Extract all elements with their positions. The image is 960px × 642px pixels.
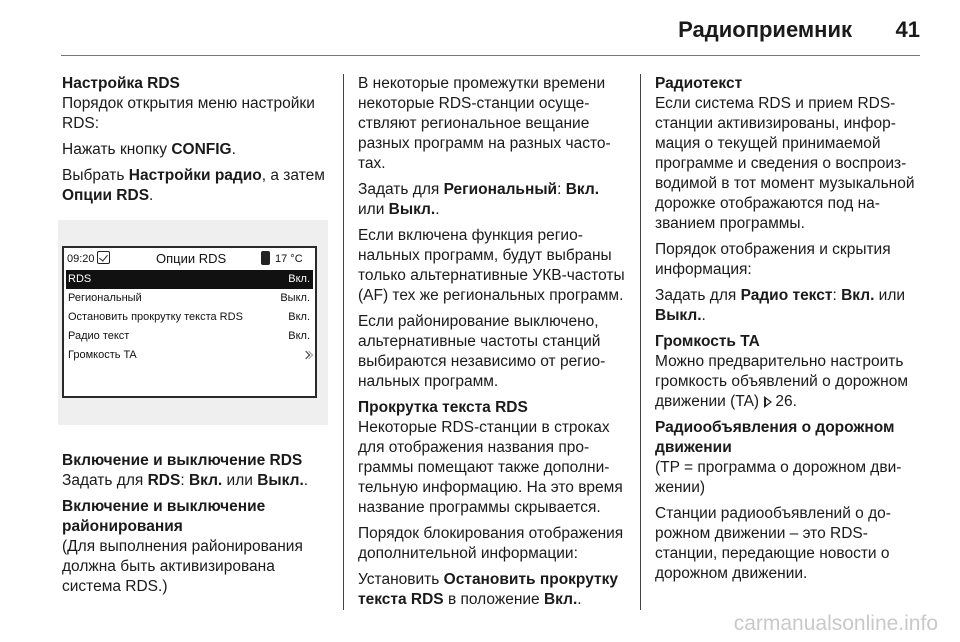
menu-row-label: RDS: [68, 273, 92, 285]
paragraph: (Для выполнения районирования должна быть активизирована система RDS.): [62, 538, 303, 595]
paragraph: Задать для RDS: Вкл. или Выкл..: [62, 472, 309, 489]
section-heading-ta-volume: Громкость TA: [655, 333, 760, 350]
column-2: [358, 74, 628, 616]
menu-row-label: Радио текст: [68, 330, 130, 342]
section-heading-radio-text: Радиотекст: [655, 75, 743, 92]
paragraph: Если районирование выключено, альтернативные частоты станций выбираются независимо от региональных программ.: [358, 313, 606, 390]
paragraph: Задать для Региональный: Вкл. или Выкл..: [358, 181, 600, 218]
screen-clock: 09:20: [67, 253, 95, 265]
column-1: [62, 74, 332, 603]
paragraph: Некоторые RDS-станции в строках для отображения названия программы помещают также дополнительную информацию. На это время название программы скрывается.: [358, 419, 623, 516]
section-heading-rds-settings: Настройка RDS: [62, 75, 180, 92]
paragraph: Порядок открытия меню настройки RDS:: [62, 95, 315, 132]
section-heading-regional-onoff: Включение и выключение районирования: [62, 498, 266, 535]
paragraph: Порядок блокирования отображения дополнительной информации:: [358, 525, 624, 562]
paragraph: Станции радиообъявлений о дорожном движении – это RDS-станции, передающие новости о дорожном движении.: [655, 505, 891, 582]
check-icon: [97, 251, 110, 264]
rds-options-screen: [62, 246, 317, 398]
menu-row-rds[interactable]: [66, 270, 313, 289]
header-divider: [61, 55, 920, 56]
menu-row-ta-volume[interactable]: [66, 346, 313, 365]
column-divider-1: [343, 74, 344, 610]
menu-row-value: Вкл.: [288, 330, 310, 342]
section-heading-rds-onoff: Включение и выключение RDS: [62, 452, 303, 469]
screen-title: Опции RDS: [156, 251, 227, 266]
paragraph: Нажать кнопку CONFIG.: [62, 141, 236, 158]
menu-row-label: Громкость TA: [68, 349, 137, 361]
thermometer-icon: [261, 251, 270, 265]
page-reference[interactable]: 26: [775, 393, 793, 410]
paragraph: Выбрать Настройки радио, а затем Опции RDS.: [62, 167, 325, 204]
config-key-label: CONFIG: [171, 141, 232, 158]
section-heading-traffic-announcements: Радиообъявления о дорожном движении: [655, 419, 895, 456]
menu-row-regional[interactable]: [66, 289, 313, 308]
menu-row-stop-scrolling[interactable]: [66, 308, 313, 327]
paragraph: Если включена функция региональных программ, будут выбраны только альтернативные УКВ-частоты (AF) тех же региональных программ.: [358, 227, 625, 304]
screen-illustration: [58, 220, 328, 425]
section-heading-rds-scroll: Прокрутка текста RDS: [358, 399, 528, 416]
menu-row-value: Вкл.: [288, 311, 310, 323]
paragraph: В некоторые промежутки времени некоторые RDS-станции осуществляют региональное вещание разных программ на разных частотах.: [358, 75, 611, 172]
paragraph: Если система RDS и прием RDS-станции активизированы, информация о текущей принимаемой программе и сведения о воспроизводимой в тот момент музыкальной дорожке отображаются под названием программы.: [655, 95, 915, 232]
menu-row-label: Остановить прокрутку текста RDS: [68, 311, 243, 323]
menu-row-label: Региональный: [68, 292, 142, 304]
page-reference-icon: [765, 397, 772, 407]
paragraph: Задать для Радио текст: Вкл. или Выкл..: [655, 287, 906, 324]
paragraph: (TP = программа о дорожном движении): [655, 459, 902, 496]
watermark: carmanualsonline.info: [733, 612, 938, 635]
menu-label-radio-settings: Настройки радио: [128, 167, 262, 184]
page-number: 41: [895, 17, 920, 42]
screen-status-bar: [64, 248, 315, 270]
paragraph: Порядок отображения и скрытия информация:: [655, 241, 891, 278]
menu-label-rds-options: Опции RDS: [62, 187, 150, 204]
menu-row-value: Вкл.: [288, 273, 310, 285]
paragraph: Установить Остановить прокрутку текста RDS в положение Вкл..: [358, 571, 618, 608]
page-title: Радиоприемник: [678, 17, 852, 42]
menu-row-value: Выкл.: [280, 292, 310, 304]
menu-row-radio-text[interactable]: [66, 327, 313, 346]
column-divider-2: [640, 74, 641, 610]
page-header: [0, 0, 960, 55]
screen-temperature: 17 °C: [275, 253, 303, 265]
paragraph: Можно предварительно настроить громкость объявлений о дорожном движении (TA) 26.: [655, 353, 909, 410]
column-3: [655, 74, 925, 590]
